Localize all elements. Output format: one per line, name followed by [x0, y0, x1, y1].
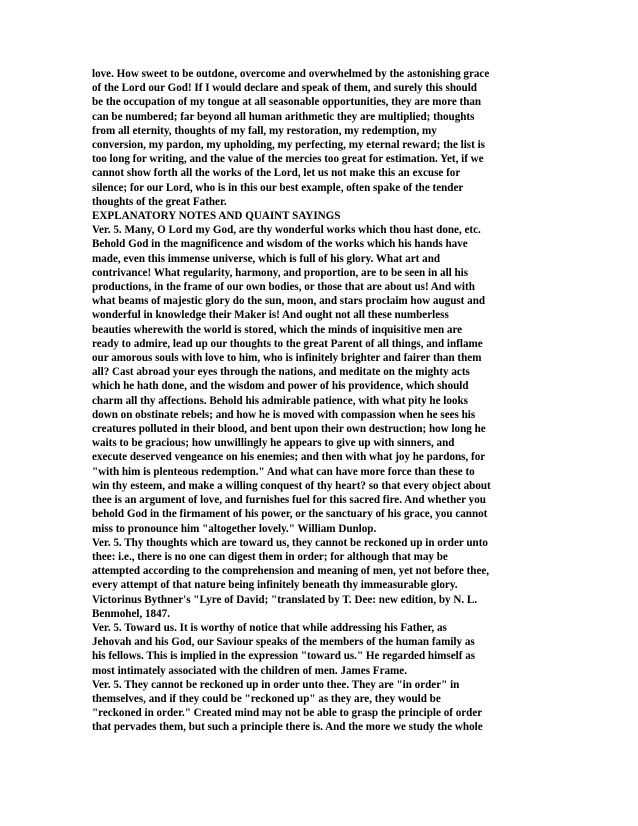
text-line: what beams of majestic glory do the sun, moon, and stars proclaim how august and: [92, 295, 486, 308]
text-line: Ver. 5. They cannot be reckoned up in order unto thee. They are "in order" in: [92, 678, 460, 691]
text-line: made, even this immense universe, which is full of his glory. What art and: [92, 252, 441, 265]
text-line: which he hath done, and the wisdom and power of his providence, which should: [92, 380, 469, 393]
text-line: beauties wherewith the world is stored, which the minds of inquisitive men are: [92, 323, 463, 336]
text-line: EXPLANATORY NOTES AND QUAINT SAYINGS: [92, 210, 341, 223]
text-line: love. How sweet to be outdone, overcome and overwhelmed by the astonishing grace: [92, 68, 490, 80]
text-line: creatures polluted in their blood, and bent upon their own destruction; how long he: [92, 423, 486, 436]
text-line: every attempt of that nature being infinitely beneath thy immeasurable glory.: [92, 579, 458, 592]
text-line: ready to admire, lead up our thoughts to the great Parent of all things, and inflame: [92, 337, 483, 350]
text-line: productions, in the frame of our own bodies, or those that are about us! And with: [92, 281, 475, 294]
text-line: Behold God in the magnificence and wisdom of the works which his hands have: [92, 238, 468, 251]
text-line: thee: i.e., there is no one can digest them in order; for although that may be: [92, 550, 448, 563]
text-line: Ver. 5. Toward us. It is worthy of notice that while addressing his Father, as: [92, 621, 447, 634]
text-line: charm all thy affections. Behold his admirable patience, with what pity he looks: [92, 394, 468, 407]
text-line: too long for writing, and the value of the mercies too great for estimation. Yet, if we: [92, 153, 484, 166]
text-line: from all eternity, thoughts of my fall, my restoration, my redemption, my: [92, 124, 437, 137]
document-text-block: [92, 67, 552, 735]
text-line: behold God in the firmament of his power, or the sanctuary of his grace, you cannot: [92, 508, 488, 521]
text-line: wonderful in knowledge their Maker is! And ought not all these numberless: [92, 309, 449, 322]
text-line: that pervades them, but such a principle there is. And the more we study the whole: [92, 721, 483, 734]
text-line: Benmohel, 1847.: [92, 607, 170, 620]
text-line: Jehovah and his God, our Saviour speaks of the members of the human family as: [92, 636, 475, 649]
text-line: can be numbered; far beyond all human arithmetic they are multiplied; thoughts: [92, 110, 475, 123]
text-line: all? Cast abroad your eyes through the nations, and meditate on the mighty acts: [92, 366, 470, 379]
text-line: miss to pronounce him "altogether lovely." William Dunlop.: [92, 522, 377, 535]
text-line: themselves, and if they could be "reckoned up" as they are, they would be: [92, 692, 441, 705]
text-line: attempted according to the comprehension and meaning of men, yet not before thee,: [92, 565, 490, 578]
text-line: Ver. 5. Thy thoughts which are toward us, they cannot be reckoned up in order unto: [92, 536, 488, 549]
text-line: thee is an argument of love, and furnishes fuel for this sacred fire. And whether you: [92, 494, 486, 507]
text-line: "with him is plenteous redemption." And what can have more force than these to: [92, 465, 475, 478]
text-line: of the Lord our God! If I would declare and speak of them, and surely this should: [92, 82, 477, 95]
text-line: most intimately associated with the children of men. James Frame.: [92, 664, 407, 677]
text-line: win thy esteem, and make a willing conquest of thy heart? so that every object about: [92, 479, 491, 492]
text-line: silence; for our Lord, who is in this our best example, often spake of the tender: [92, 181, 464, 194]
text-line: cannot show forth all the works of the Lord, let us not make this an excuse for: [92, 167, 461, 180]
text-line: be the occupation of my tongue at all seasonable opportunities, they are more than: [92, 96, 482, 109]
text-line: Ver. 5. Many, O Lord my God, are thy wonderful works which thou hast done, etc.: [92, 224, 481, 237]
text-line: down on obstinate rebels; and how he is moved with compassion when he sees his: [92, 408, 476, 421]
text-line: thoughts of the great Father.: [92, 195, 227, 208]
text-line: waits to be gracious; how unwillingly he appears to give up with sinners, and: [92, 437, 455, 450]
text-line: execute deserved vengeance on his enemies; and then with what joy he pardons, for: [92, 451, 486, 464]
text-line: his fellows. This is implied in the expression "toward us." He regarded himself as: [92, 650, 476, 663]
text-line: our amorous souls with love to him, who is infinitely brighter and fairer than them: [92, 352, 482, 365]
text-line: Victorinus Bythner's "Lyre of David; "translated by T. Dee: new edition, by N. L.: [92, 593, 478, 606]
text-line: contrivance! What regularity, harmony, and proportion, are to be seen in all his: [92, 266, 469, 279]
text-line: conversion, my pardon, my upholding, my perfecting, my eternal reward; the list is: [92, 139, 485, 152]
text-line: "reckoned in order." Created mind may not be able to grasp the principle of order: [92, 707, 483, 720]
